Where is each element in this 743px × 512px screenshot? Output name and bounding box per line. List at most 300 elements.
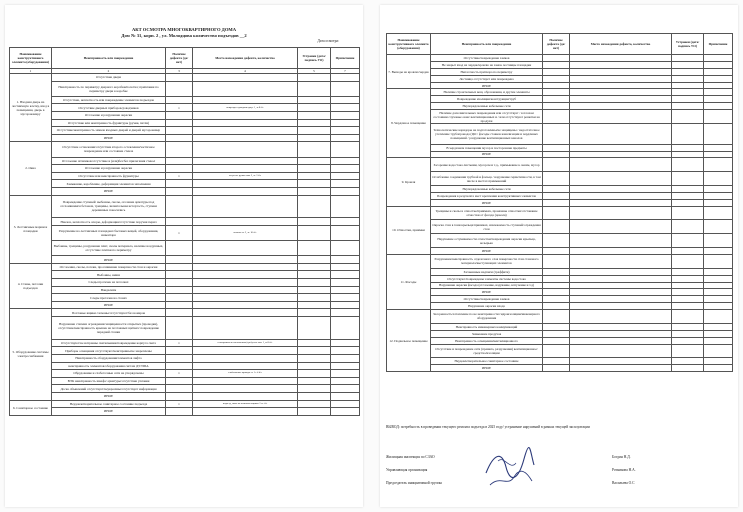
defect-location-cell — [193, 165, 298, 173]
fixed-date-cell — [298, 256, 331, 264]
defect-location-cell — [570, 310, 672, 324]
signature-stamp — [480, 445, 540, 489]
defect-presence-cell — [543, 123, 570, 144]
defect-description-cell: Повреждения в результате мест крепления конструктивных элементов — [431, 192, 543, 199]
table-row — [10, 157, 360, 165]
fixed-date-cell — [298, 104, 331, 112]
fixed-date-cell — [672, 344, 704, 358]
fixed-date-cell — [672, 185, 704, 192]
remark-cell — [331, 271, 360, 279]
defect-description-cell: ИНОЕ — [52, 392, 166, 400]
defect-presence-cell: 1 — [166, 370, 193, 378]
remark-cell — [331, 347, 360, 355]
defect-description-cell: ИНОЕ — [52, 187, 166, 195]
remark-cell — [331, 309, 360, 317]
defect-description-cell: Обрудование и слаботочные сети не упорядочены — [52, 370, 166, 378]
defect-location-cell — [193, 81, 298, 96]
act-page-1 — [5, 5, 363, 507]
defect-presence-cell: 1 — [166, 172, 193, 180]
element-name-cell: 5. Оборудование системы электроснабжения — [10, 309, 52, 400]
defect-presence-cell — [543, 151, 570, 158]
defect-presence-cell — [543, 254, 570, 268]
fixed-date-cell — [298, 263, 331, 271]
defect-presence-cell: 1 — [166, 225, 193, 240]
defect-description-cell: Следы протечек на стенах — [52, 294, 166, 302]
fixed-date-cell — [672, 68, 704, 75]
defect-location-cell — [570, 282, 672, 289]
table-row — [10, 317, 360, 340]
defect-presence-cell — [543, 282, 570, 289]
defect-presence-cell — [543, 330, 570, 337]
column-number: 1 — [10, 69, 52, 74]
remark-cell — [704, 275, 733, 282]
defect-description-cell: ИНОЕ — [431, 248, 543, 255]
defect-presence-cell — [166, 355, 193, 363]
defect-location-cell — [193, 187, 298, 195]
defect-presence-cell — [166, 218, 193, 226]
defect-presence-cell — [166, 347, 193, 355]
defect-location-cell — [193, 119, 298, 127]
defect-location-cell — [570, 110, 672, 124]
table-row — [387, 365, 733, 372]
remark-cell — [704, 234, 733, 248]
defect-presence-cell — [166, 263, 193, 271]
defect-presence-cell — [543, 55, 570, 62]
defect-presence-cell — [166, 408, 193, 416]
defect-location-cell — [570, 55, 672, 62]
table-row — [10, 225, 360, 240]
fixed-date-cell — [672, 268, 704, 275]
defect-presence-cell — [166, 74, 193, 82]
remark-cell — [704, 199, 733, 206]
defect-presence-cell — [166, 294, 193, 302]
remark-cell — [704, 220, 733, 234]
remark-cell — [704, 365, 733, 372]
fixed-date-cell — [672, 192, 704, 199]
defect-description-cell: Технологические коридоры не подготовлены/не защищены / недостаточное утепление трубопровода (ЦО / фасады стояков канализации и чердачных помещений / разрушение вентиляционных каналов — [431, 123, 543, 144]
fixed-date-cell — [298, 400, 331, 408]
defect-location-cell — [570, 172, 672, 186]
table-row — [10, 301, 360, 309]
defect-presence-cell — [543, 206, 570, 220]
fixed-date-cell — [672, 337, 704, 344]
remark-cell — [331, 218, 360, 226]
table-row — [387, 110, 733, 124]
defect-description-cell: Отсутствие/повреждение замков — [431, 55, 543, 62]
defect-location-cell — [570, 89, 672, 96]
fixed-date-cell — [672, 172, 704, 186]
table-row — [10, 279, 360, 287]
table-row — [10, 134, 360, 142]
remark-cell — [704, 55, 733, 62]
fixed-date-cell — [672, 323, 704, 330]
defect-location-cell: подъезд, пыль на почтовых ящиках 2 эт. б/с — [193, 400, 298, 408]
remark-cell — [704, 123, 733, 144]
table-row — [10, 400, 360, 408]
signature-name: Васильева О.С — [612, 481, 635, 485]
remark-cell — [331, 392, 360, 400]
defect-presence-cell — [166, 187, 193, 195]
fixed-date-cell — [298, 142, 331, 157]
defect-location-cell — [570, 61, 672, 68]
fixed-date-cell — [672, 82, 704, 89]
table-row — [10, 339, 360, 347]
remark-cell — [331, 301, 360, 309]
fixed-date-cell — [672, 296, 704, 303]
remark-cell — [331, 134, 360, 142]
table-row — [387, 268, 733, 275]
defect-location-cell — [570, 103, 672, 110]
defect-presence-cell — [543, 110, 570, 124]
defect-location-cell — [570, 185, 672, 192]
defect-description-cell: Неплотность притвора по периметру — [431, 68, 543, 75]
defect-description-cell: Трещины и сколы в отмостке/приямках, промоины отмостки/отставание отмостки от фасада (цоколя) — [431, 206, 543, 220]
table-header-row — [387, 34, 733, 55]
fixed-date-cell — [298, 225, 331, 240]
defect-description-cell: Отслоение и разрушение окраски — [52, 111, 166, 119]
defect-presence-cell — [543, 337, 570, 344]
fixed-date-cell — [672, 365, 704, 372]
defect-description-cell: Отсутствие/повреждение замков — [431, 296, 543, 303]
defect-presence-cell — [543, 192, 570, 199]
fixed-date-cell — [672, 330, 704, 337]
remark-cell — [331, 362, 360, 370]
element-name-cell: 12. Подвальное помещение — [387, 310, 431, 372]
fixed-date-cell — [298, 74, 331, 82]
defect-presence-cell — [166, 157, 193, 165]
remark-cell — [704, 310, 733, 324]
defect-presence-cell — [543, 268, 570, 275]
defect-location-cell — [570, 303, 672, 310]
element-name-cell: 6. Санитарное состояние — [10, 400, 52, 415]
defect-presence-cell — [166, 119, 193, 127]
inspection-date-label: Дата осмотра: — [317, 39, 339, 43]
defect-description-cell: Наклон, неплотность опоры, деформация/отсутствие поручня перил — [52, 218, 166, 226]
defect-description-cell: Отсутствие остекления/отсутствие второго остекления/частичное повреждение или состояние стекла — [52, 142, 166, 157]
defect-location-cell — [193, 301, 298, 309]
defect-description-cell: Неудовлетворительное санитарное состояние подъезда — [52, 400, 166, 408]
defect-location-cell — [570, 82, 672, 89]
remark-cell — [331, 400, 360, 408]
remark-cell — [704, 103, 733, 110]
fixed-date-cell — [298, 96, 331, 104]
element-name-cell: 11. Фасады — [387, 254, 431, 309]
remark-cell — [704, 89, 733, 96]
remark-cell — [331, 279, 360, 287]
remark-cell — [704, 172, 733, 186]
fixed-date-cell — [298, 317, 331, 340]
table-row — [387, 123, 733, 144]
table-row — [387, 158, 733, 172]
defect-description-cell: Засоренность/затопление по не неисправности гидроизоляции/инженерного оборудования — [431, 310, 543, 324]
remark-cell — [331, 317, 360, 340]
defect-presence-cell — [543, 103, 570, 110]
defect-location-cell — [570, 358, 672, 365]
fixed-date-cell — [298, 271, 331, 279]
table-row — [10, 385, 360, 393]
defect-presence-cell — [166, 362, 193, 370]
fixed-date-cell — [298, 355, 331, 363]
defect-presence-cell — [543, 344, 570, 358]
defect-description-cell: ИНОЕ — [52, 134, 166, 142]
column-header: Наименование конструктивного элемента (оборудования) — [387, 34, 431, 55]
table-row — [387, 323, 733, 330]
element-name-cell: 4. Стены, потолки подъездов — [10, 263, 52, 309]
defect-description-cell: Разрушение/неисправность отделочного слоя поверхности стен стенового материала/выступающих элементов — [431, 254, 543, 268]
act-subtitle: Дом № 31, корп. 2 , ул. Молодцова количество подъездов __2 — [121, 33, 247, 38]
defect-presence-cell — [543, 82, 570, 89]
column-header: Неисправность или повреждение — [52, 48, 166, 69]
remark-cell — [331, 165, 360, 173]
table-row — [10, 165, 360, 173]
defect-location-cell — [193, 286, 298, 294]
defect-presence-cell — [543, 61, 570, 68]
defect-description-cell: ИНОЕ — [52, 408, 166, 416]
fixed-date-cell — [672, 75, 704, 82]
table-row — [10, 377, 360, 385]
defect-presence-cell — [166, 127, 193, 135]
signature-name: Богдин Н.Д. — [612, 455, 631, 459]
defect-location-cell — [193, 111, 298, 119]
column-header: Неисправность или повреждение — [431, 34, 543, 55]
defect-location-cell — [193, 180, 298, 188]
fixed-date-cell — [298, 301, 331, 309]
defect-description-cell: Выбоины, ниши — [52, 271, 166, 279]
defect-presence-cell — [543, 172, 570, 186]
defect-location-cell — [193, 218, 298, 226]
defect-presence-cell — [166, 81, 193, 96]
defect-location-cell — [570, 330, 672, 337]
remark-cell — [331, 187, 360, 195]
defect-location-cell: неисправность светильника (требуется лам. 1, эт.8 б/с — [193, 339, 298, 347]
fixed-date-cell — [672, 275, 704, 282]
table-row — [387, 151, 733, 158]
table-row — [387, 96, 733, 103]
remark-cell — [704, 330, 733, 337]
defect-description-cell: Отсутствуют/не исправны светильники/повреждение корпуса света — [52, 339, 166, 347]
defect-location-cell — [570, 323, 672, 330]
defect-description-cell: В чердачном помещении мусор и посторонние предметы — [431, 144, 543, 151]
defect-location-cell — [570, 268, 672, 275]
defect-location-cell — [193, 271, 298, 279]
table-row — [387, 254, 733, 268]
remark-cell — [331, 370, 360, 378]
table-row — [387, 75, 733, 82]
fixed-date-cell — [672, 123, 704, 144]
defect-presence-cell — [166, 142, 193, 157]
element-name-cell: 7. Выходы на кровлю/чердак — [387, 55, 431, 89]
remark-cell — [704, 248, 733, 255]
table-row — [10, 370, 360, 378]
table-row — [10, 309, 360, 317]
table-row — [10, 408, 360, 416]
defect-description-cell: Доска объявлений отсутствует/неукрасивы/отсутствует информация — [52, 385, 166, 393]
fixed-date-cell — [672, 289, 704, 296]
defect-description-cell: Замыкание продухов — [431, 330, 543, 337]
defect-description-cell: Замыкание, коробление, деформация элементов заполнения — [52, 180, 166, 188]
defect-description-cell: Отсутствие дверных приборов/доводчиков — [52, 104, 166, 112]
remark-cell — [331, 225, 360, 240]
defect-presence-cell — [166, 180, 193, 188]
remark-cell — [331, 119, 360, 127]
defect-description-cell: Отсутствие и повреждение сети (правила, разрушения) вентиляционное/средство/изоляции — [431, 344, 543, 358]
defect-description-cell: ИНОЕ — [431, 151, 543, 158]
table-row — [10, 180, 360, 188]
table-row — [387, 303, 733, 310]
table-row — [10, 172, 360, 180]
defect-location-cell — [570, 158, 672, 172]
fixed-date-cell — [672, 248, 704, 255]
fixed-date-cell — [298, 195, 331, 218]
fixed-date-cell — [672, 234, 704, 248]
element-name-cell: 3. Лестничные марши и площадки — [10, 195, 52, 263]
remark-cell — [331, 294, 360, 302]
remark-cell — [331, 81, 360, 96]
defect-presence-cell — [166, 317, 193, 340]
table-row — [387, 310, 733, 324]
defect-presence-cell — [543, 185, 570, 192]
table-row — [387, 296, 733, 303]
defect-presence-cell — [166, 392, 193, 400]
fixed-date-cell — [298, 241, 331, 256]
fixed-date-cell — [672, 151, 704, 158]
table-row — [10, 286, 360, 294]
column-header: Примечание — [331, 48, 360, 69]
column-header: Наличие дефекта (да/нет) — [543, 34, 570, 55]
conclusion-text: ВЫВОД: потребность в проведении текущего ремонта подъезда в 2025 году/ устранение нарушений в рамках текущей эксплуатации — [386, 425, 590, 429]
fixed-date-cell — [298, 157, 331, 165]
fixed-date-cell — [298, 370, 331, 378]
fixed-date-cell — [298, 339, 331, 347]
column-header: Устранен (дата/подпись УО) — [672, 34, 704, 55]
defect-description-cell: ИНОЕ — [52, 256, 166, 264]
fixed-date-cell — [298, 127, 331, 135]
defect-location-cell: слаботочные провода эт. 1 с 4 б/с — [193, 370, 298, 378]
defect-presence-cell — [543, 310, 570, 324]
table-row — [10, 74, 360, 82]
defect-presence-cell — [543, 144, 570, 151]
remark-cell — [704, 68, 733, 75]
table-row — [10, 195, 360, 218]
defect-description-cell: ИНОЕ — [431, 365, 543, 372]
defect-presence-cell — [166, 309, 193, 317]
table-row — [10, 96, 360, 104]
table-row — [387, 330, 733, 337]
fixed-date-cell — [672, 61, 704, 68]
table-row — [10, 256, 360, 264]
table-row — [10, 347, 360, 355]
act-page-2 — [380, 5, 738, 507]
defect-presence-cell — [166, 286, 193, 294]
remark-cell — [331, 263, 360, 271]
element-name-cell: 8. Чердачное помещение — [387, 89, 431, 158]
table-row — [10, 362, 360, 370]
column-number: 5 — [298, 69, 331, 74]
column-number: 3 — [166, 69, 193, 74]
table-row — [387, 68, 733, 75]
defect-presence-cell — [166, 195, 193, 218]
defect-description-cell: Неупорядоченные кабельные сети — [431, 185, 543, 192]
defect-presence-cell — [166, 301, 193, 309]
defect-location-cell — [570, 248, 672, 255]
defect-presence-cell — [543, 323, 570, 330]
remark-cell — [704, 337, 733, 344]
remark-cell — [331, 180, 360, 188]
defect-description-cell: Повреждение ступеней: выбоины, сколы, оголение арматуры под отслоившимся бетоном, трещины, значительная истертость, ступени деревянные покосились — [52, 195, 166, 218]
defect-presence-cell — [166, 385, 193, 393]
remark-cell — [331, 256, 360, 264]
defect-description-cell: неисправность элементов/оборудования систем ДУ/ППА — [52, 362, 166, 370]
table-row — [387, 172, 733, 186]
defect-location-cell — [193, 127, 298, 135]
fixed-date-cell — [672, 96, 704, 103]
defect-location-cell — [570, 296, 672, 303]
table-row — [10, 127, 360, 135]
defect-location-cell — [193, 362, 298, 370]
defect-description-cell: Ослабление соединения трубной и фальца / нарушение герметичности, в том числе в местах примыканий — [431, 172, 543, 186]
defect-presence-cell — [543, 275, 570, 282]
fixed-date-cell — [672, 199, 704, 206]
remark-cell — [331, 74, 360, 82]
defect-presence-cell — [166, 279, 193, 287]
defect-presence-cell — [166, 111, 193, 119]
fixed-date-cell — [298, 165, 331, 173]
fixed-date-cell — [672, 206, 704, 220]
fixed-date-cell — [298, 347, 331, 355]
column-number: 7 — [331, 69, 360, 74]
defect-description-cell: ИНОЕ — [431, 82, 543, 89]
defect-location-cell — [193, 263, 298, 271]
fixed-date-cell — [672, 310, 704, 324]
fixed-date-cell — [298, 134, 331, 142]
fixed-date-cell — [672, 254, 704, 268]
fixed-date-cell — [672, 303, 704, 310]
defect-description-cell: Отслоения, сколы, потеки, просачивание поверхности стен и окраски — [52, 263, 166, 271]
table-row — [387, 82, 733, 89]
defect-location-cell — [570, 234, 672, 248]
defect-location-cell: коляска эт. 2, эт. 10 б/с — [193, 225, 298, 240]
table-row — [10, 392, 360, 400]
table-row — [10, 111, 360, 119]
defect-location-cell — [570, 96, 672, 103]
table-row — [10, 218, 360, 226]
defect-presence-cell — [166, 377, 193, 385]
remark-cell — [331, 195, 360, 218]
defect-presence-cell — [543, 96, 570, 103]
defect-location-cell — [193, 408, 298, 416]
fixed-date-cell — [672, 144, 704, 151]
defect-location-cell — [193, 347, 298, 355]
defect-presence-cell — [543, 296, 570, 303]
remark-cell — [704, 82, 733, 89]
defect-description-cell: Вандализм — [52, 286, 166, 294]
table-header-row — [10, 48, 360, 69]
table-row — [387, 275, 733, 282]
defect-description-cell: Отсутствуют/повреждены элементы системы водостока — [431, 275, 543, 282]
remark-cell — [704, 268, 733, 275]
fixed-date-cell — [298, 111, 331, 119]
column-number: 4 — [193, 69, 298, 74]
remark-cell — [331, 408, 360, 416]
defect-location-cell — [193, 256, 298, 264]
defect-location-cell — [570, 289, 672, 296]
defect-location-cell — [193, 195, 298, 218]
table-row — [10, 81, 360, 96]
table-row — [387, 192, 733, 199]
remark-cell — [704, 151, 733, 158]
table-row — [387, 337, 733, 344]
defect-description-cell: Наличие дополнительных повреждения или отсутствует / в плохом состоянии слуховые окна/ вентиляционных и / или отсутствуют решетки на продухи — [431, 110, 543, 124]
